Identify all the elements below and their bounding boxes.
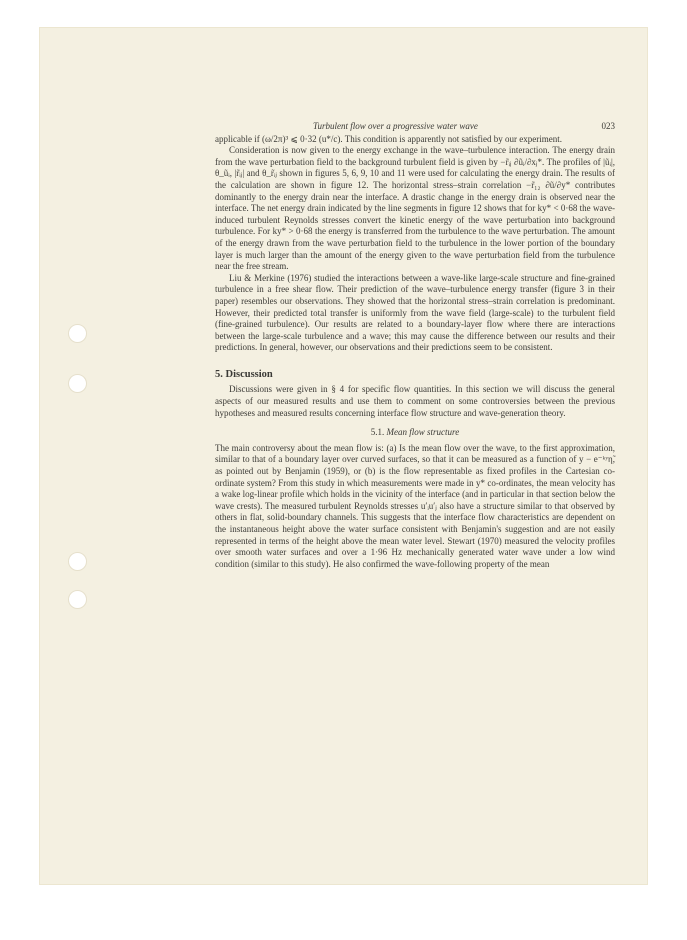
running-title: Turbulent flow over a progressive water wave — [313, 121, 478, 131]
paper-page — [215, 121, 615, 570]
paragraph-mean-flow: The main controversy about the mean flow is: (a) Is the mean flow over the wave, to the first approximation, similar to that of a boundary layer over curved surfaces, so that it can be measured as a function of y − e⁻ᵏʸη̃, as pointed out by Benjamin (1959), or (b) is the flow representable as fixed profiles in the Cartesian co-ordinate system? From this study in which measurements were made in y* co-ordinates, the mean velocity has a wake log-linear profile which holds in the vicinity of the interface (and in particular in that section below the wave crests). The measured turbulent Reynolds stresses u′ᵢu′ⱼ also have a structure similar to that observed by others in flat, solid-boundary channels. This suggests that the interface flow characteristics are dependent on the instantaneous height above the water surface consistent with Benjamin's suggestion and are not easily represented in terms of the height above the mean water level. Stewart (1970) measured the velocity profiles over smooth water surfaces and over a 1·96 Hz mechanically generated water wave under a low wind condition (similar to this study). He also confirmed the wave-following property of the mean — [215, 442, 615, 569]
punch-hole — [68, 590, 87, 609]
paragraph-energy-exchange: Consideration is now given to the energy exchange in the wave–turbulence interaction. The energy drain from the wave perturbation field to the background turbulent field is given by −r̃ᵢⱼ ∂ũᵢ/∂xⱼ*. The profiles of |ũᵢ|, θ_ũᵢ, |r̃ᵢⱼ| and θ_r̃ᵢⱼ shown in figures 5, 6, 9, 10 and 11 were used for calculating the energy drain. The results of the calculation are shown in figure 12. The horizontal stress–strain correlation −r̃₁₂ ∂ũ/∂y* contributes dominantly to the energy drain near the interface. A drastic change in the energy drain is observed near the interface. The net energy drain indicated by the line segments in figure 12 shows that for ky* < 0·68 the wave-induced turbulent Reynolds stresses convert the kinetic energy of the wave perturbation into background turbulence. For ky* > 0·68 the energy is transferred from the turbulence to the wave perturbation. The amount of the energy drawn from the wave perturbation field to the turbulence in the lower portion of the boundary layer is much larger than the amount of the energy given to the wave perturbation field from the turbulence near the free stream. — [215, 145, 616, 272]
subsection-title: Mean flow structure — [386, 427, 460, 438]
page-number: 023 — [601, 121, 615, 131]
running-header — [313, 121, 615, 133]
paragraph-liu-merkine: Liu & Merkine (1976) studied the interactions between a wave-like large-scale structure and fine-grained turbulence in a free shear flow. Their prediction of the wave–turbulence energy transfer (figure 3 in their paper) resembles our observations. They showed that the horizontal stress–strain correlation is predominant. However, their predicted total transfer is uniformly from the wave field (large-scale) to the turbulent field (fine-grained turbulence). Our results are related to a boundary-layer flow where there are interactions between the large-scale turbulence and a wave; this may cause the difference between our results and their predictions. In general, however, our observations and their predictions seem to be consistent. — [215, 272, 615, 353]
paragraph-continuation: applicable if (ω/2π)³ ⩽ 0·32 (u*/c). This condition is apparently not satisfied by our experiment. — [215, 133, 562, 144]
punch-hole — [68, 552, 87, 571]
punch-hole — [68, 324, 87, 343]
paragraph-discussion-intro: Discussions were given in § 4 for specific flow quantities. In this section we will discuss the general aspects of our measured results and use them to comment on some controversies between the previous hypotheses and measured results concerning interface flow structure and wave-generation theory. — [215, 384, 615, 418]
section-heading: 5. Discussion — [215, 368, 273, 380]
punch-hole — [68, 374, 87, 393]
subsection-number: 5.1. — [370, 427, 385, 438]
subsection-heading — [215, 427, 615, 439]
